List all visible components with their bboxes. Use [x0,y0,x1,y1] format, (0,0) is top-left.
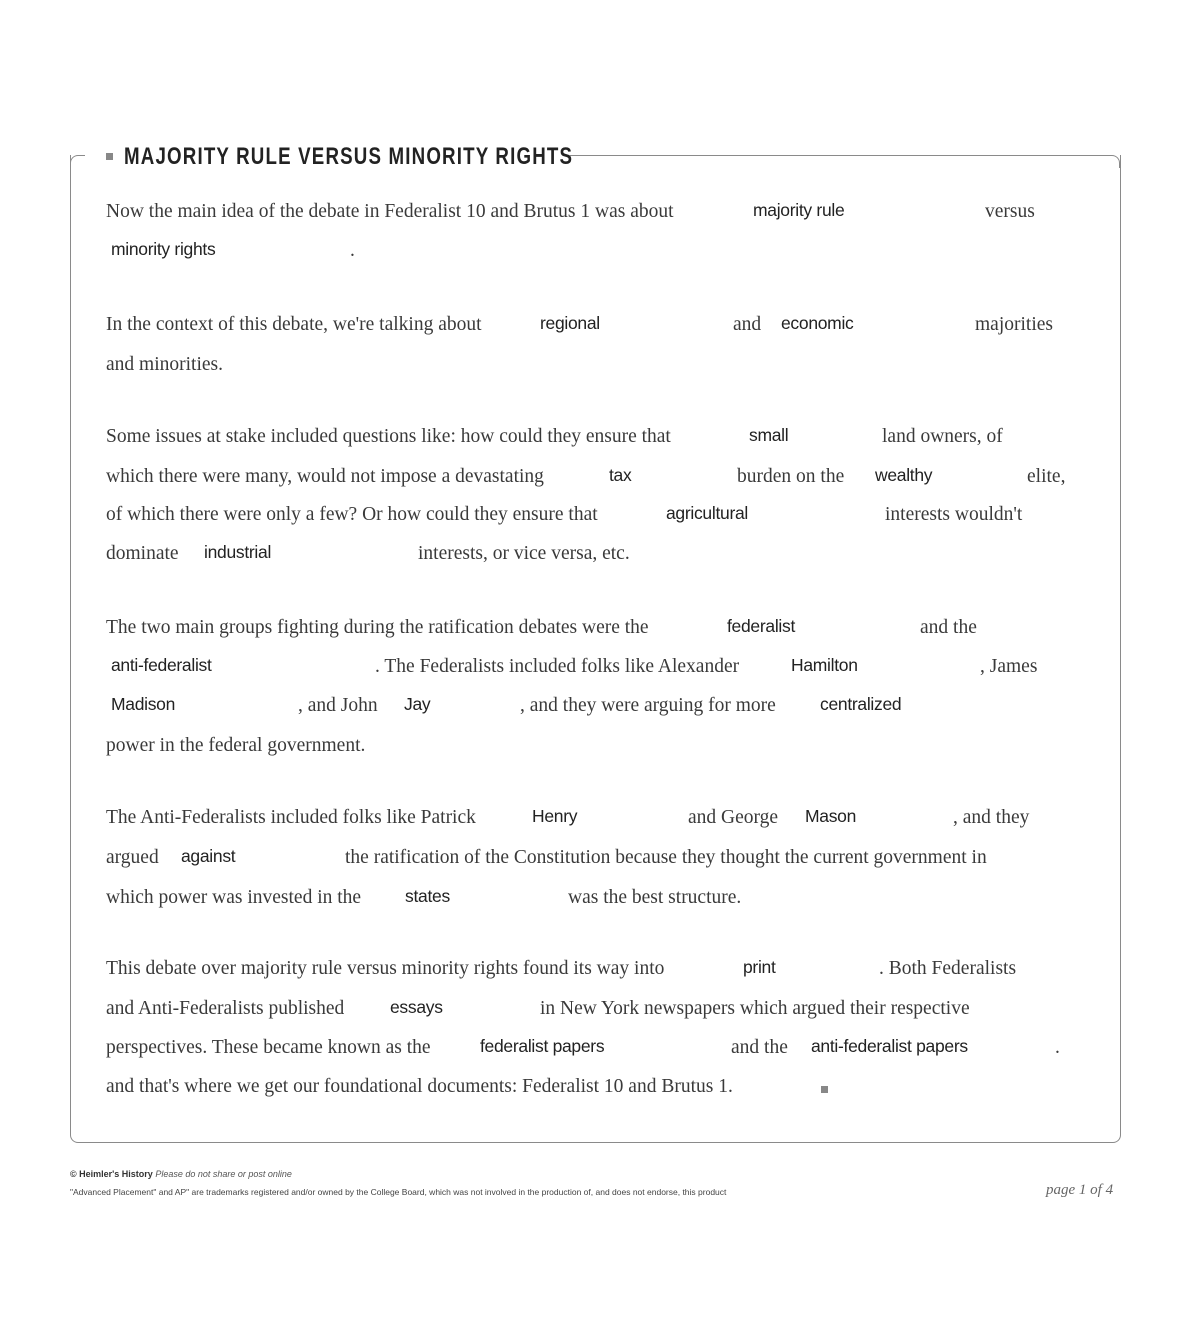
fill-in-answer: essays [390,997,443,1017]
body-text: In the context of this debate, we're talking about [106,314,482,335]
fill-in-answer: print [743,957,776,977]
section-box [70,155,1121,1143]
fill-in-answer: wealthy [875,465,933,485]
title-bullet-icon [106,153,113,160]
fill-in-answer: federalist [727,616,796,636]
fill-in-answer: states [405,886,450,906]
body-text: perspectives. These became known as the [106,1037,431,1058]
body-text: and the [731,1037,788,1058]
fill-in-answer: centralized [820,694,902,714]
body-text: which there were many, would not impose a devastating [106,466,544,487]
body-text: . [1055,1037,1060,1058]
body-text: and minorities. [106,354,223,375]
body-text: Some issues at stake included questions like: how could they ensure that [106,426,671,447]
body-text: argued [106,847,159,868]
body-text: , and they [953,807,1030,828]
body-text: versus [985,201,1035,222]
body-text: . [350,240,355,261]
footer-copyright [70,1169,292,1179]
body-text: The two main groups fighting during the ratification debates were the [106,617,649,638]
fill-in-answer: federalist papers [480,1036,605,1056]
body-text: Now the main idea of the debate in Federalist 10 and Brutus 1 was about [106,201,674,222]
footer-notice: Please do not share or post online [155,1169,292,1179]
fill-in-answer: Mason [805,806,857,826]
fill-in-answer: minority rights [111,239,216,259]
body-text: and Anti-Federalists published [106,998,345,1019]
fill-in-answer: economic [781,313,854,333]
body-text: The Anti-Federalists included folks like Patrick [106,807,476,828]
fill-in-answer: anti-federalist papers [811,1036,968,1056]
fill-in-answer: small [749,425,789,445]
body-text: which power was invested in the [106,887,362,908]
body-text: . The Federalists included folks like Alexander [375,656,740,677]
body-text: and George [688,807,779,828]
body-text: and [733,314,762,335]
body-text: power in the federal government. [106,735,366,756]
body-text: burden on the [737,466,845,487]
body-text: in New York newspapers which argued their respective [540,998,970,1019]
body-text: . Both Federalists [879,958,1017,979]
fill-in-answer: tax [609,465,632,485]
body-text: , and John [298,695,378,716]
fill-in-answer: industrial [204,542,272,562]
fill-in-answer: Jay [404,694,431,714]
end-square-icon [821,1086,828,1093]
fill-in-answer: Madison [111,694,176,714]
section-title: MAJORITY RULE VERSUS MINORITY RIGHTS [124,143,574,170]
fill-in-answer: regional [540,313,600,333]
body-text: and the [920,617,977,638]
body-text: majorities [975,314,1053,335]
body-text: interests wouldn't [885,504,1023,525]
footer-disclaimer: "Advanced Placement" and AP" are trademarks registered and/or owned by the College Board, which was not involved in the production of, and does not endorse, this product [70,1187,727,1197]
footer-brand: © Heimler's History [70,1169,153,1179]
body-text: the ratification of the Constitution because they thought the current government in [345,847,987,868]
body-text: This debate over majority rule versus minority rights found its way into [106,958,665,979]
fill-in-answer: agricultural [666,503,748,523]
body-text: land owners, of [882,426,1003,447]
fill-in-answer: against [181,846,236,866]
body-text: was the best structure. [568,887,742,908]
body-text: interests, or vice versa, etc. [418,543,630,564]
fill-in-answer: anti-federalist [111,655,212,675]
body-text: of which there were only a few? Or how could they ensure that [106,504,598,525]
fill-in-answer: Hamilton [791,655,858,675]
fill-in-answer: Henry [532,806,578,826]
body-text: dominate [106,543,179,564]
body-text: , and they were arguing for more [520,695,776,716]
page-number: page 1 of 4 [1046,1182,1114,1198]
body-text: , James [980,656,1038,677]
body-text: elite, [1027,466,1066,487]
body-text: and that's where we get our foundational documents: Federalist 10 and Brutus 1. [106,1076,733,1097]
fill-in-answer: majority rule [753,200,845,220]
